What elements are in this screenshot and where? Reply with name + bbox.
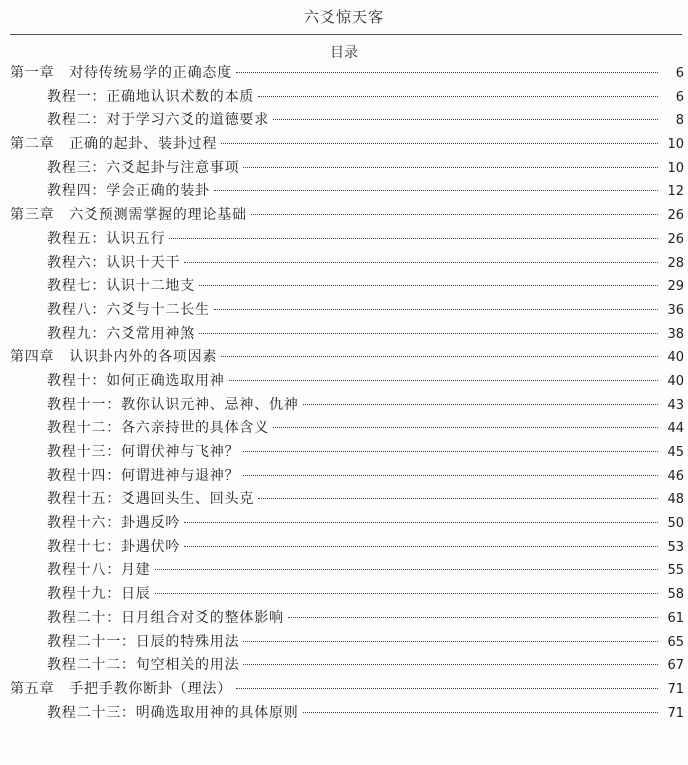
entry-label: 教程二：对于学习六爻的道德要求 — [47, 112, 269, 129]
toc-entry[interactable] — [0, 157, 688, 181]
dot-leader — [221, 356, 658, 357]
entry-label: 教程十七：卦遇伏吟 — [47, 538, 181, 555]
entry-label: 第四章 认识卦内外的各项因素 — [10, 349, 218, 366]
dot-leader — [243, 167, 658, 168]
dot-leader — [243, 664, 658, 665]
page-number: 43 — [667, 397, 684, 413]
toc-entry[interactable] — [0, 228, 688, 252]
dot-leader — [199, 285, 658, 286]
dot-leader — [243, 475, 658, 476]
entry-label: 教程四：学会正确的装卦 — [47, 183, 210, 200]
page-number: 26 — [667, 208, 684, 224]
toc-entry[interactable] — [0, 62, 688, 86]
page-number: 53 — [667, 539, 684, 555]
dot-leader — [155, 569, 658, 570]
toc-entry[interactable] — [0, 441, 688, 465]
toc-heading: 目录 — [330, 45, 358, 61]
page-number: 45 — [667, 445, 684, 460]
dot-leader — [169, 238, 658, 239]
toc-entry[interactable] — [0, 536, 688, 560]
page-number: 10 — [667, 137, 684, 153]
dot-leader — [236, 72, 658, 73]
page-number: 10 — [667, 160, 684, 176]
toc-entry[interactable] — [0, 631, 688, 655]
entry-label: 教程十九：日辰 — [47, 586, 151, 603]
page-number: 6 — [675, 89, 684, 105]
entry-label: 教程十一：教你认识元神、忌神、仇神 — [47, 396, 299, 413]
entry-label: 第二章 正确的起卦、装卦过程 — [10, 136, 218, 153]
toc-entry[interactable] — [0, 133, 688, 157]
toc-entry[interactable] — [0, 180, 688, 204]
entry-label: 第五章 手把手教你断卦（理法） — [10, 680, 232, 697]
page-number: 61 — [667, 610, 684, 626]
toc-entry[interactable] — [0, 559, 688, 583]
entry-label: 教程十六：卦遇反吟 — [47, 515, 181, 532]
toc-entry[interactable] — [0, 86, 688, 110]
entry-label: 第一章 对待传统易学的正确态度 — [10, 65, 232, 81]
toc-entry[interactable] — [0, 583, 688, 607]
page-number: 58 — [667, 587, 684, 603]
page-number: 12 — [667, 184, 684, 200]
toc-entry[interactable] — [0, 654, 688, 678]
dot-leader — [258, 498, 658, 499]
entry-label: 教程十三：何谓伏神与飞神？ — [47, 444, 240, 460]
dot-leader — [273, 119, 658, 120]
entry-label: 教程二十三：明确选取用神的具体原则 — [47, 704, 299, 721]
page-number: 36 — [667, 302, 684, 318]
page-number: 44 — [667, 421, 684, 437]
dot-leader — [236, 688, 658, 689]
entry-label: 教程二十一：日辰的特殊用法 — [47, 633, 240, 650]
toc-entry[interactable] — [0, 488, 688, 512]
page-number: 71 — [667, 705, 684, 721]
entry-label: 教程七：认识十二地支 — [47, 278, 195, 295]
dot-leader — [184, 546, 658, 547]
toc-entry[interactable] — [0, 465, 688, 489]
dot-leader — [184, 262, 658, 263]
toc-entry[interactable] — [0, 299, 688, 323]
page-number: 65 — [667, 634, 684, 650]
dot-leader — [243, 641, 658, 642]
entry-label: 教程十八：月建 — [47, 562, 151, 579]
toc-entry[interactable] — [0, 370, 688, 394]
dot-leader — [258, 96, 658, 97]
page-number: 48 — [667, 492, 684, 508]
dot-leader — [229, 380, 658, 381]
page-number: 67 — [667, 658, 684, 674]
entry-label: 教程九：六爻常用神煞 — [47, 325, 195, 342]
book-title: 六爻惊天客 — [303, 8, 384, 26]
entry-label: 教程十五：爻遇回头生、回头克 — [47, 491, 255, 508]
dot-leader — [273, 427, 658, 428]
page-number: 38 — [667, 326, 684, 342]
toc-entry[interactable] — [0, 252, 688, 276]
toc-entry[interactable] — [0, 346, 688, 370]
dot-leader — [251, 214, 658, 215]
entry-label: 教程五：认识五行 — [47, 230, 166, 247]
entry-label: 教程八：六爻与十二长生 — [47, 301, 210, 318]
page-number: 6 — [675, 66, 684, 81]
dot-leader — [243, 451, 658, 452]
toc-entry[interactable] — [0, 607, 688, 631]
entry-label: 教程六：认识十天干 — [47, 254, 181, 271]
toc-entry[interactable] — [0, 204, 688, 228]
entry-label: 教程十：如何正确选取用神 — [47, 372, 225, 389]
entry-label: 教程十二：各六亲持世的具体含义 — [47, 420, 269, 437]
dot-leader — [155, 593, 658, 594]
toc-entry[interactable] — [0, 109, 688, 133]
toc-entry[interactable] — [0, 323, 688, 347]
dot-leader — [214, 309, 658, 310]
header-rule — [10, 34, 682, 35]
toc-entry[interactable] — [0, 678, 688, 702]
entry-label: 教程三：六爻起卦与注意事项 — [47, 159, 240, 176]
page-number: 8 — [675, 113, 684, 129]
page-number: 71 — [667, 681, 684, 697]
toc-entry[interactable] — [0, 702, 688, 726]
dot-leader — [303, 404, 658, 405]
dot-leader — [288, 617, 658, 618]
toc-entry[interactable] — [0, 275, 688, 299]
page-number: 28 — [667, 255, 684, 271]
entry-label: 教程十四：何谓进神与退神？ — [47, 467, 240, 484]
table-of-contents — [0, 62, 688, 725]
page-number: 40 — [667, 350, 684, 366]
dot-leader — [214, 190, 658, 191]
page-number: 26 — [667, 231, 684, 247]
page-number: 46 — [667, 468, 684, 484]
page-number: 55 — [667, 563, 684, 579]
toc-entry[interactable] — [0, 394, 688, 418]
entry-label: 第三章 六爻预测需掌握的理论基础 — [10, 207, 247, 224]
toc-entry[interactable] — [0, 417, 688, 441]
page-number: 40 — [667, 373, 684, 389]
entry-label: 教程二十：日月组合对爻的整体影响 — [47, 609, 284, 626]
page-number: 29 — [667, 279, 684, 295]
page-number: 50 — [667, 516, 684, 532]
entry-label: 教程一：正确地认识术数的本质 — [47, 88, 255, 105]
toc-entry[interactable] — [0, 512, 688, 536]
dot-leader — [184, 522, 658, 523]
dot-leader — [303, 712, 658, 713]
dot-leader — [221, 143, 658, 144]
entry-label: 教程二十二：旬空相关的用法 — [47, 657, 240, 674]
dot-leader — [199, 333, 658, 334]
